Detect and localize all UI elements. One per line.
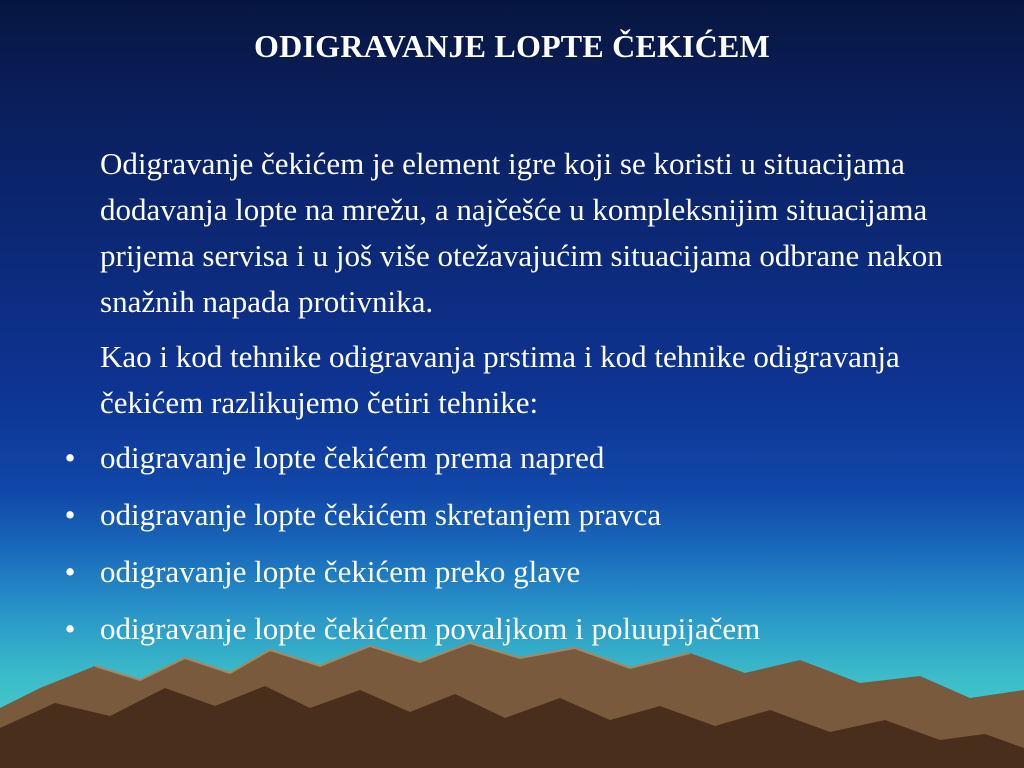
list-item <box>64 492 980 549</box>
list-item <box>64 435 980 492</box>
techniques-intro-paragraph: Kao i kod tehnike odigravanja prstima i kod tehnike odigravanja čekićem razlikujemo četiri tehnike: <box>100 339 900 420</box>
bullet-icon: • <box>64 554 76 589</box>
list-item-text: odigravanje lopte čekićem povaljkom i poluupijačem <box>100 611 761 646</box>
bullet-icon: • <box>64 611 76 646</box>
list-item-text: odigravanje lopte čekićem preko glave <box>100 554 581 589</box>
technique-list <box>64 435 980 663</box>
slide-body <box>64 141 980 663</box>
bullet-icon: • <box>64 497 76 532</box>
list-item <box>64 606 980 663</box>
list-item <box>64 549 980 606</box>
intro-paragraph: Odigravanje čekićem je element igre koji se koristi u situacijama dodavanja lopte na mrežu, a najčešće u kompleksnijim situacijama prijema servisa i u još više otežavajućim situacijama odbrane nakon snažnih napada protivnika. <box>100 146 943 319</box>
slide-title: ODIGRAVANJE LOPTE ČEKIĆEM <box>254 28 770 64</box>
bullet-icon: • <box>64 440 76 475</box>
list-item-text: odigravanje lopte čekićem skretanjem pravca <box>100 497 662 532</box>
list-item-text: odigravanje lopte čekićem prema napred <box>100 440 605 475</box>
